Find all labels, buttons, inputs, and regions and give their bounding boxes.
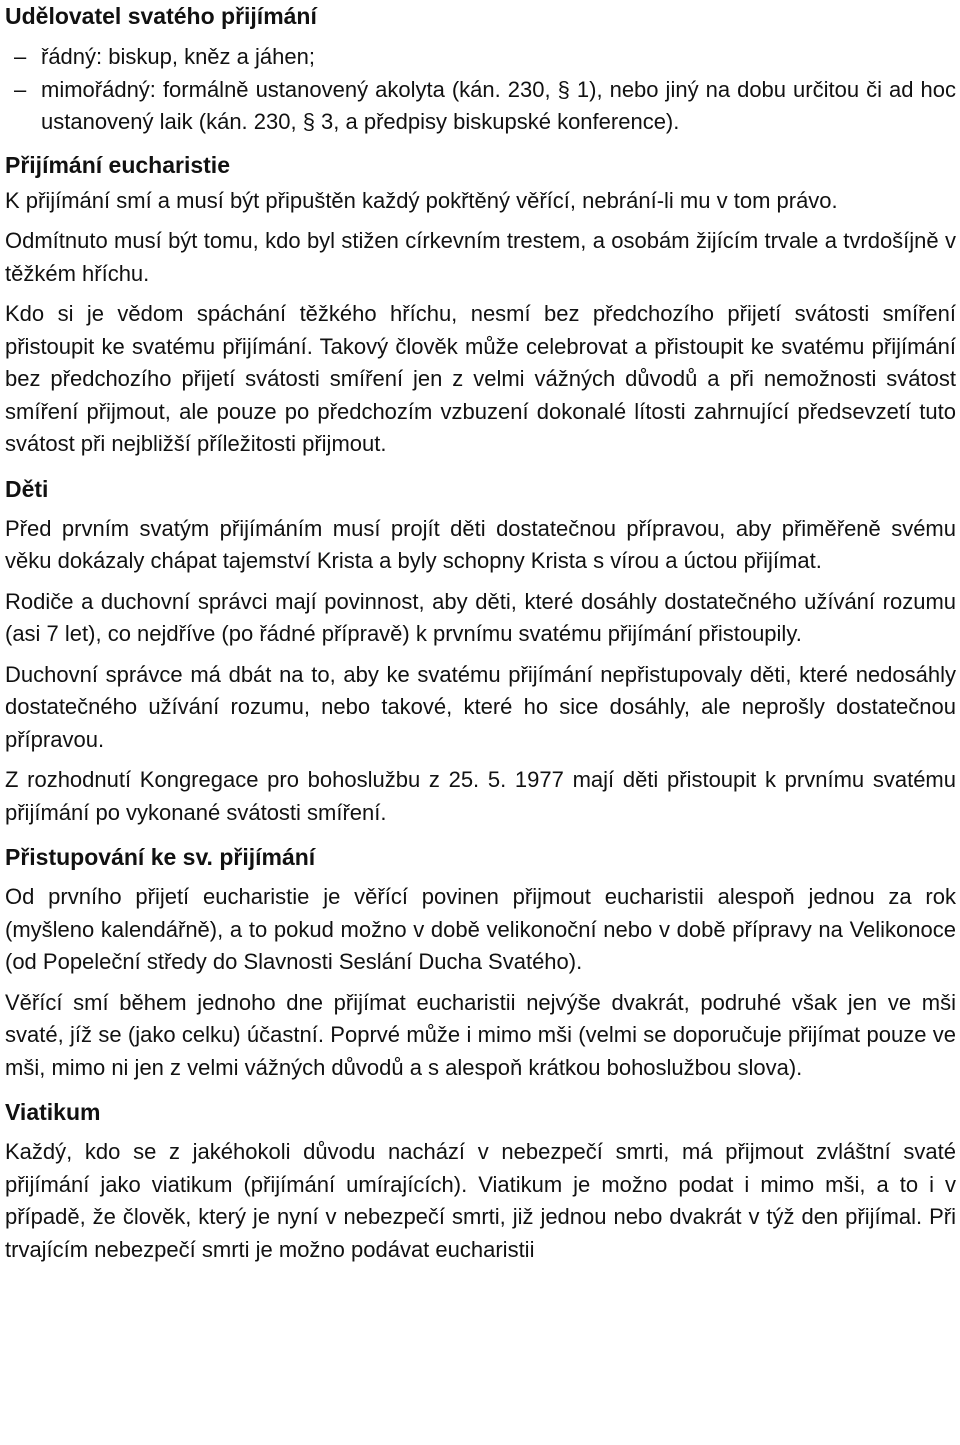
section-title-pristupovani: Přistupování ke sv. přijímání — [5, 844, 316, 870]
list-item — [5, 74, 956, 139]
paragraph: Každý, kdo se z jakéhokoli důvodu nachází v nebezpečí smrti, má přijmout zvláštní svaté přijímání jako viatikum (přijímání umírajících). Viatikum je možno podat i mimo mši, a to i v případě, že člověk, který je nyní v nebezpečí smrti, již jednou nebo dvakrát v týž den přijímal. Při trvajícím nebezpečí smrti je možno podávat eucharistii — [5, 1139, 956, 1262]
section-title-deti: Děti — [5, 475, 49, 502]
paragraph: Z rozhodnutí Kongregace pro bohoslužbu z 25. 5. 1977 mají děti přistoupit k prvnímu svatému přijímání po vykonané svátosti smíření. — [5, 767, 956, 825]
paragraph: Rodiče a duchovní správci mají povinnost, aby děti, které dosáhly dostatečného užívání rozumu (asi 7 let), co nejdříve (po řádné přípravě) k prvnímu svatému přijímání přistoupily. — [5, 588, 956, 646]
section-title-udelovatel: Udělovatel svatého přijímání — [5, 3, 317, 29]
section-title-prijimani-eucharistie: Přijímání eucharistie — [5, 151, 230, 178]
paragraph: Od prvního přijetí eucharistie je věřící povinen přijmout eucharistii alespoň jednou za rok (myšleno kalendářně), a to pokud možno v době velikonoční nebo v době přípravy na Velikonoce (od Popeleční středy do Slavnosti Seslání Ducha Svatého). — [5, 884, 956, 974]
paragraph: Před prvním svatým přijímáním musí projít děti dostatečnou přípravou, aby přiměřeně svému věku dokázaly chápat tajemství Krista a byly schopny Krista s vírou a úctou přijímat. — [5, 515, 956, 573]
paragraph: Odmítnuto musí být tomu, kdo byl stižen církevním trestem, a osobám žijícím trvale a tvrdošíjně v těžkém hříchu. — [5, 228, 956, 286]
paragraph: Duchovní správce má dbát na to, aby ke svatému přijímání nepřistupovaly děti, které nedosáhly dostatečného užívání rozumu, nebo takové, které ho sice dosáhly, ale neprošly dostatečnou přípravou. — [5, 661, 956, 752]
minister-list — [5, 41, 956, 139]
dash-bullet: – — [14, 44, 27, 69]
list-item — [5, 41, 956, 74]
paragraph: Kdo si je vědom spáchání těžkého hříchu, nesmí bez předchozího přijetí svátosti smíření přistoupit ke svatému přijímání. Takový člověk může celebrovat a přistoupit ke svatému přijímání bez předchozího přijetí svátosti smíření jen z velmi vážných důvodů a při nemožnosti svátost smíření přijmout, ale pouze po předchozím vzbuzení dokonalé lítosti zahrnující předsevzetí tuto svátost při nejbližší příležitosti přijmout. — [5, 301, 956, 456]
dash-bullet: – — [14, 76, 27, 102]
list-item-text: řádný: biskup, kněz a jáhen; — [41, 44, 315, 69]
paragraph: K přijímání smí a musí být připuštěn každý pokřtěný věřící, nebrání-li mu v tom právo. — [5, 187, 838, 213]
list-item-text: mimořádný: formálně ustanovený akolyta (kán. 230, § 1), nebo jiný na dobu určitou či ad hoc ustanovený laik (kán. 230, § 3, a předpisy biskupské konference). — [41, 76, 956, 134]
section-title-viatikum: Viatikum — [5, 1099, 101, 1125]
paragraph: Věřící smí během jednoho dne přijímat eucharistii nejvýše dvakrát, podruhé však jen ve mši svaté, jíž se (jako celku) účastní. Poprvé může i mimo mši (velmi se doporučuje přijímat pouze ve mši, mimo ni jen z velmi vážných důvodů a s alespoň krátkou bohoslužbou slova). — [5, 989, 956, 1080]
